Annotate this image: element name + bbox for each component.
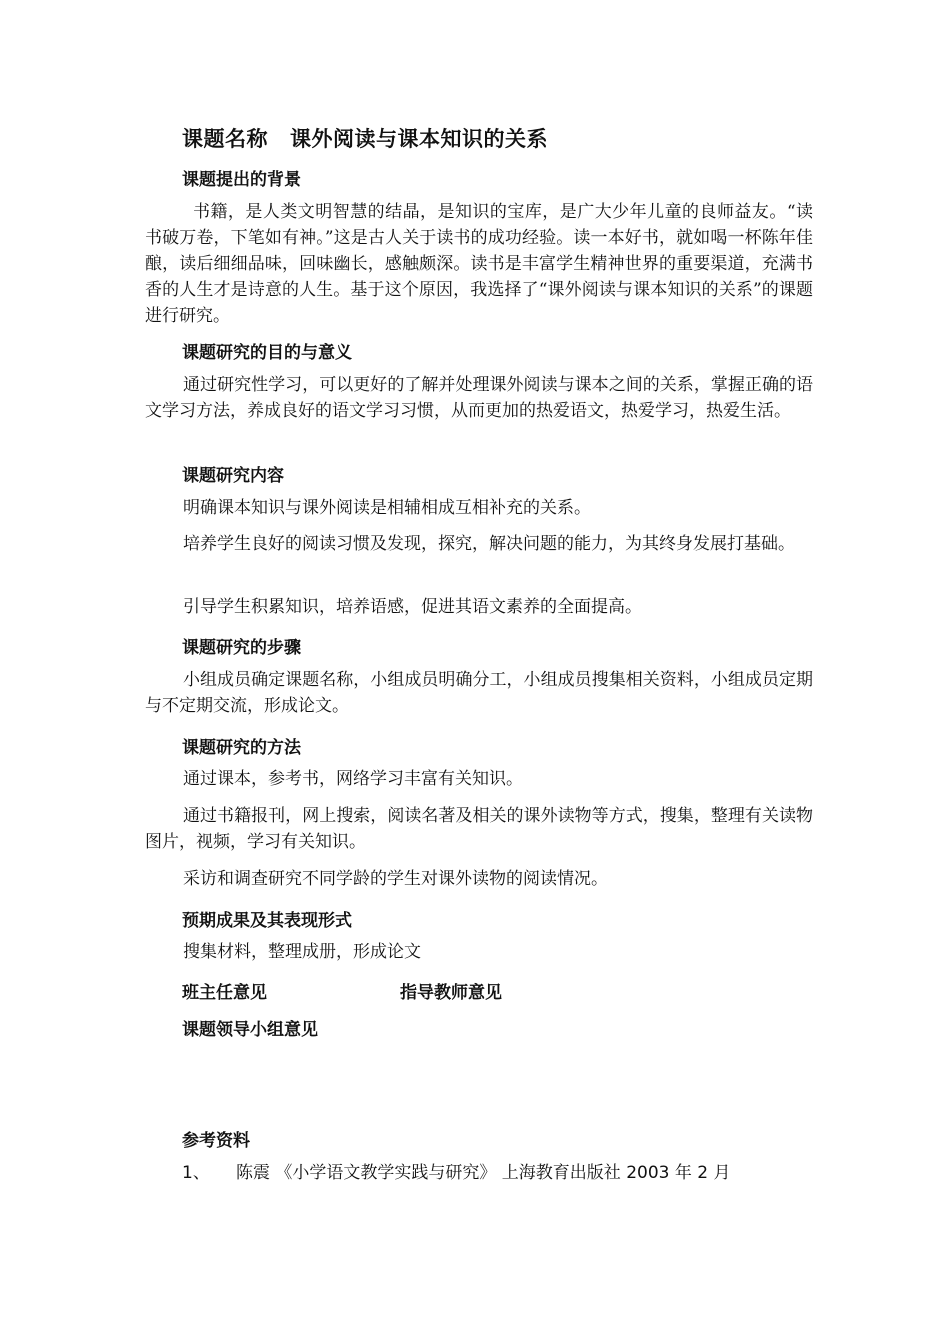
- methods-paragraph-3: 采访和调查研究不同学龄的学生对课外读物的阅读情况。: [183, 869, 608, 889]
- content-paragraph-2: 培养学生良好的阅读习惯及发现，探究，解决问题的能力，为其终身发展打基础。: [183, 534, 795, 554]
- outcomes-paragraph: 搜集材料，整理成册，形成论文: [183, 942, 421, 962]
- methods-paragraph-1: 通过课本，参考书，网络学习丰富有关知识。: [183, 769, 523, 789]
- background-heading: 课题提出的背景: [182, 170, 301, 190]
- document-title: [182, 123, 548, 153]
- leadership-group-opinion: 课题领导小组意见: [182, 1020, 318, 1040]
- steps-heading: 课题研究的步骤: [182, 638, 301, 658]
- reference-item: [182, 1158, 731, 1183]
- reference-number: 1、: [182, 1163, 210, 1183]
- class-teacher-opinion: 班主任意见: [182, 983, 267, 1003]
- methods-paragraph-2: 通过书籍报刊，网上搜索，阅读名著及相关的课外读物等方式，搜集，整理有关读物图片，视频，学习有关知识。: [145, 806, 813, 852]
- outcomes-heading: 预期成果及其表现形式: [182, 911, 352, 931]
- purpose-paragraph: 通过研究性学习，可以更好的了解并处理课外阅读与课本之间的关系，掌握正确的语文学习方法，养成良好的语文学习习惯，从而更加的热爱语文，热爱学习，热爱生活。: [145, 375, 813, 421]
- instructor-opinion: 指导教师意见: [400, 983, 502, 1003]
- steps-paragraph: 小组成员确定课题名称，小组成员明确分工，小组成员搜集相关资料，小组成员定期与不定期交流，形成论文。: [145, 670, 813, 716]
- background-paragraph: 书籍，是人类文明智慧的结晶，是知识的宝库，是广大少年儿童的良师益友。“读书破万卷，下笔如有神。”这是古人关于读书的成功经验。读一本好书，就如喝一杯陈年佳酿，读后细细品味，回味幽长，感触颇深。读书是丰富学生精神世界的重要渠道，充满书香的人生才是诗意的人生。基于这个原因，我选择了“课外阅读与课本知识的关系”的课题进行研究。: [145, 202, 813, 326]
- content-paragraph-1: 明确课本知识与课外阅读是相辅相成互相补充的关系。: [183, 498, 591, 518]
- content-heading: 课题研究内容: [182, 466, 284, 486]
- methods-heading: 课题研究的方法: [182, 738, 301, 758]
- references-heading: 参考资料: [182, 1131, 250, 1151]
- title-value: 课外阅读与课本知识的关系: [290, 127, 548, 151]
- purpose-heading: 课题研究的目的与意义: [182, 343, 352, 363]
- title-label: 课题名称: [182, 127, 268, 151]
- reference-text: 陈震 《小学语文教学实践与研究》 上海教育出版社 2003 年 2 月: [236, 1163, 731, 1183]
- content-paragraph-3: 引导学生积累知识，培养语感，促进其语文素养的全面提高。: [183, 597, 642, 617]
